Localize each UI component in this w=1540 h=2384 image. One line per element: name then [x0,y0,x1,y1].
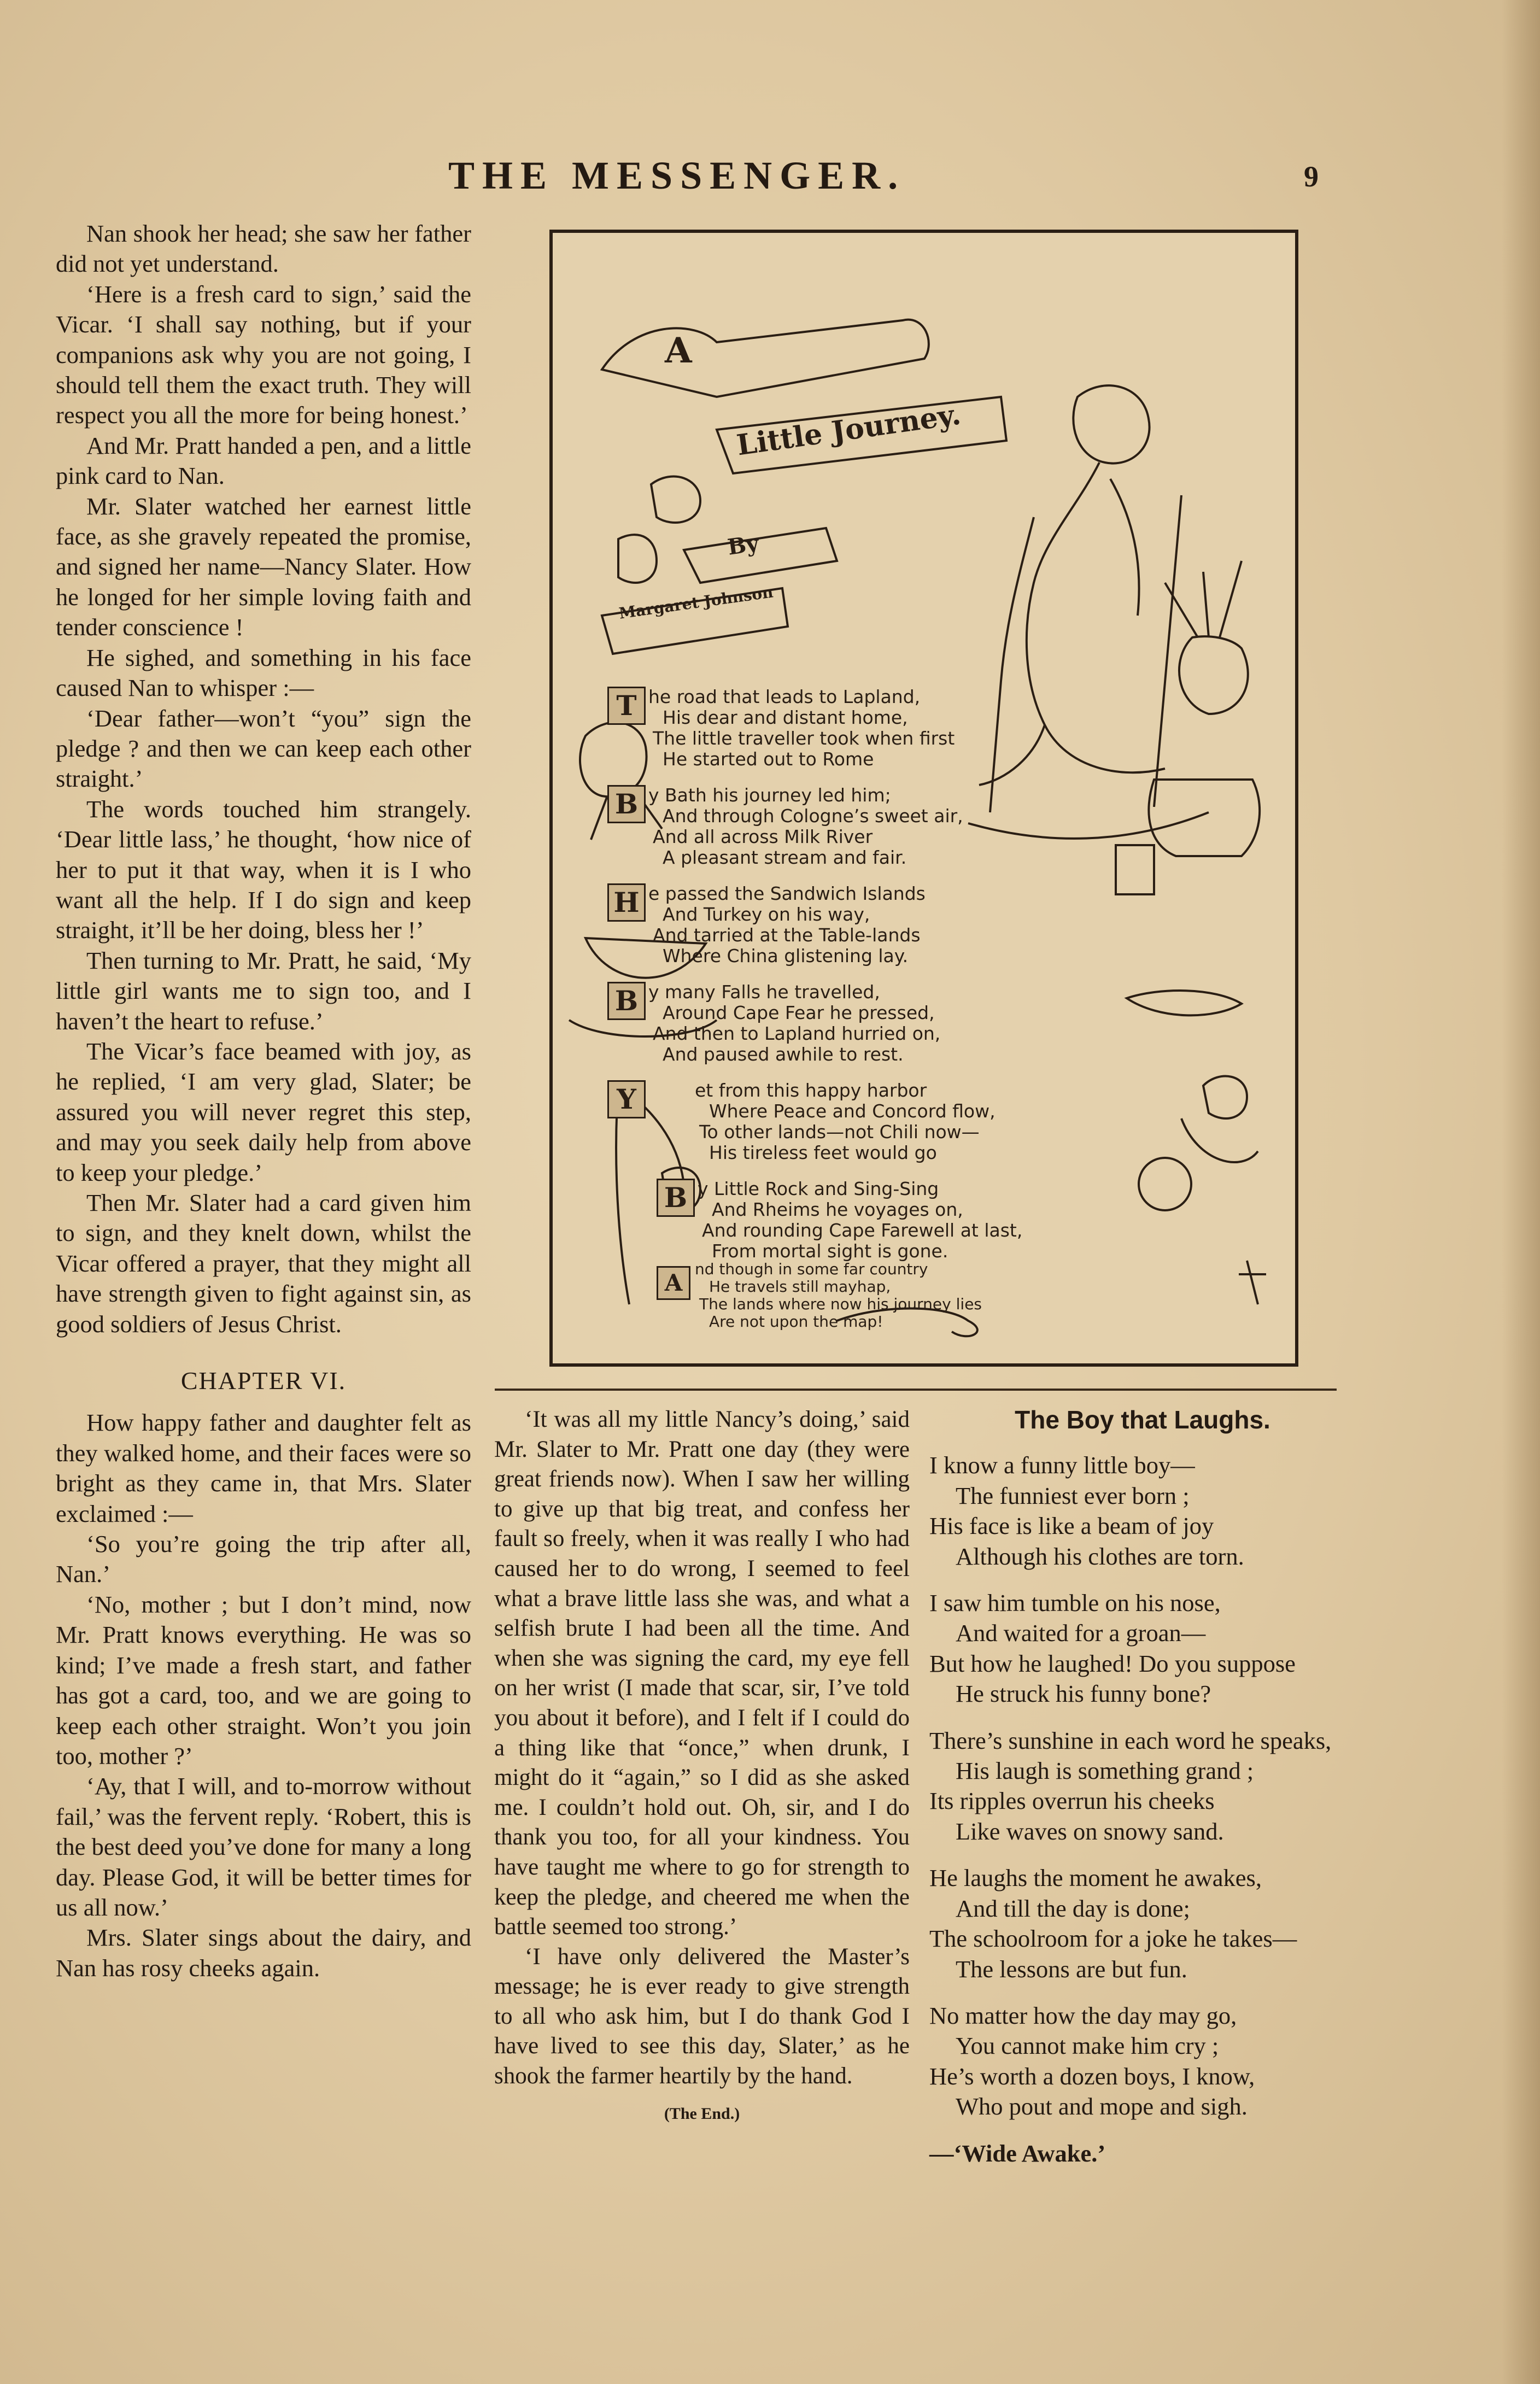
paragraph: Mrs. Slater sings about the dairy, and Nan has rosy cheeks again. [56,1924,471,1982]
verse-dropcap: A [657,1266,690,1300]
poem-stanza: I know a funny little boy— The funniest ever born ; His face is like a beam of joy Although his clothes are torn. [929,1451,1244,1570]
verse: he road that leads to Lapland, His dear and distant home, The little traveller took when first He started out to Rome [648,686,955,770]
poem-title: The Boy that Laughs. [1015,1405,1270,1434]
paragraph: ‘I have only delivered the Master’s message; he is ever ready to give strength to all who ask him, but I do thank God I have lived to see this day, Slater,’ as he shook the farmer heartily by the hand. [494,1943,910,2089]
verse: y Little Rock and Sing-Sing And Rheims he voyages on, And rounding Cape Farewell at last, From mortal sight is gone. [698,1178,1023,1262]
verse-dropcap: Y [607,1080,646,1118]
poem-stanza: I saw him tumble on his nose, And waited for a groan— But how he laughed! Do you suppose He struck his funny bone? [929,1589,1296,1708]
verse: et from this happy harbor Where Peace and Concord flow, To other lands—not Chili now— His tireless feet would go [695,1080,996,1163]
paragraph: Mr. Slater watched her earnest little face, as she gravely repeated the promise, and signed her name—Nancy Slater. How he longed for her simple loving faith and tender conscience ! [56,492,471,641]
poem-column [929,1405,1356,2169]
paragraph: He sighed, and something in his face caused Nan to whisper :— [56,643,471,702]
poem-stanza: No matter how the day may go, You cannot make him cry ; He’s worth a dozen boys, I know, Who pout and mope and sigh. [929,2001,1255,2121]
verse: e passed the Sandwich Islands And Turkey on his way, And tarried at the Table-lands Where China glistening lay. [648,883,926,967]
poem-attribution: —‘Wide Awake.’ [929,2139,1106,2167]
paragraph: ‘Dear father—won’t “you” sign the pledge ? and then we can keep each other straight.’ [56,704,471,793]
paragraph: The Vicar’s face beamed with joy, as he replied, ‘I am very glad, Slater; be assured you will never regret this step, and may you seek daily help from above to keep your pledge.’ [56,1037,471,1186]
paragraph: Nan shook her head; she saw her father did not yet understand. [56,220,471,278]
masthead-title: THE MESSENGER. [448,154,906,197]
banner-title: Little Journey. [734,397,963,462]
verse: y Bath his journey led him; And through Cologne’s sweet air, And all across Milk River A pleasant stream and fair. [648,784,963,868]
poem-illustration [549,230,1298,1367]
verse-dropcap: H [607,883,646,922]
paragraph: Then turning to Mr. Pratt, he said, ‘My little girl wants me to sign too, and I haven’t the heart to refuse.’ [56,946,471,1035]
section-divider [495,1389,1337,1391]
verse-dropcap: B [657,1179,695,1217]
left-column [56,219,471,1983]
verse-dropcap: B [607,785,646,823]
verse-dropcap: B [607,982,646,1020]
banner-by: By [726,530,761,560]
banner-letter: A [665,330,692,371]
page-number: 9 [1304,160,1319,193]
paragraph: Then Mr. Slater had a card given him to sign, and they knelt down, whilst the Vicar offered a prayer, that they might all have strength given to fight against sin, as good soldiers of Jesus Christ. [56,1189,471,1338]
verse-dropcap: T [607,687,646,725]
poem-stanza: There’s sunshine in each word he speaks, His laugh is something grand ; Its ripples overrun his cheeks Like waves on snowy sand. [929,1726,1332,1845]
verse: nd though in some far country He travels still mayhap, The lands where now his journey lies Are not upon the map! [695,1260,982,1331]
paragraph: ‘No, mother ; but I don’t mind, now Mr. Pratt knows everything. He was so kind; I’ve made a fresh start, and father has got a card, too, and we are going to keep each other straight. Won’t you join too, mother ?’ [56,1590,471,1770]
paragraph: The words touched him strangely. ‘Dear little lass,’ he thought, ‘how nice of her to put it that way, when it is I who want all the help. If I do sign and keep straight, it’ll be her doing, bless her !’ [56,795,471,944]
poem-stanza: He laughs the moment he awakes, And till the day is done; The schoolroom for a joke he takes— The lessons are but fun. [929,1864,1297,1983]
paragraph: ‘So you’re going the trip after all, Nan.’ [56,1530,471,1588]
paragraph: ‘Ay, that I will, and to-morrow without fail,’ was the fervent reply. ‘Robert, this is the best deed you’ve done for many a long day. Please God, it will be better times for us all now.’ [56,1772,471,1921]
paragraph: How happy father and daughter felt as they walked home, and their faces were so bright as they came in, that Mrs. Slater exclaimed :— [56,1409,471,1527]
page-edge-shadow [1502,0,1540,2384]
banner-author: Margaret Johnson [618,583,775,623]
chapter-heading: CHAPTER VI. [180,1367,347,1395]
paragraph: ‘Here is a fresh card to sign,’ said the Vicar. ‘I shall say nothing, but if your companions ask why you are not going, I should tell them the exact truth. They will respect you all the more for being honest.’ [56,280,471,429]
story-end-marker: (The End.) [664,2104,740,2123]
paragraph: ‘It was all my little Nancy’s doing,’ said Mr. Slater to Mr. Pratt one day (they were great friends now). When I saw her willing to give up that big treat, and confess her fault so freely, when it was really I who had caused her to do wrong, I seemed to feel what a brave little lass she was, and what a selfish brute I had been all the time. And when she was signing the card, my eye fell on her wrist (I made that scar, sir, I’ve told you about it before), and I felt if I could do a thing like that “once,” when drunk, I might do it “again,” so I did as she asked me. I couldn’t hold out. Oh, sir, and I do thank you too, for all your kindness. You have taught me where to go for strength to keep the pledge, and cheered me when the battle seemed too strong.’ [494,1407,910,1940]
middle-column [494,1405,910,2129]
verse: y many Falls he travelled, Around Cape Fear he pressed, And then to Lapland hurried on, And paused awhile to rest. [648,981,941,1065]
paragraph: And Mr. Pratt handed a pen, and a little pink card to Nan. [56,431,471,490]
masthead [0,153,1540,202]
